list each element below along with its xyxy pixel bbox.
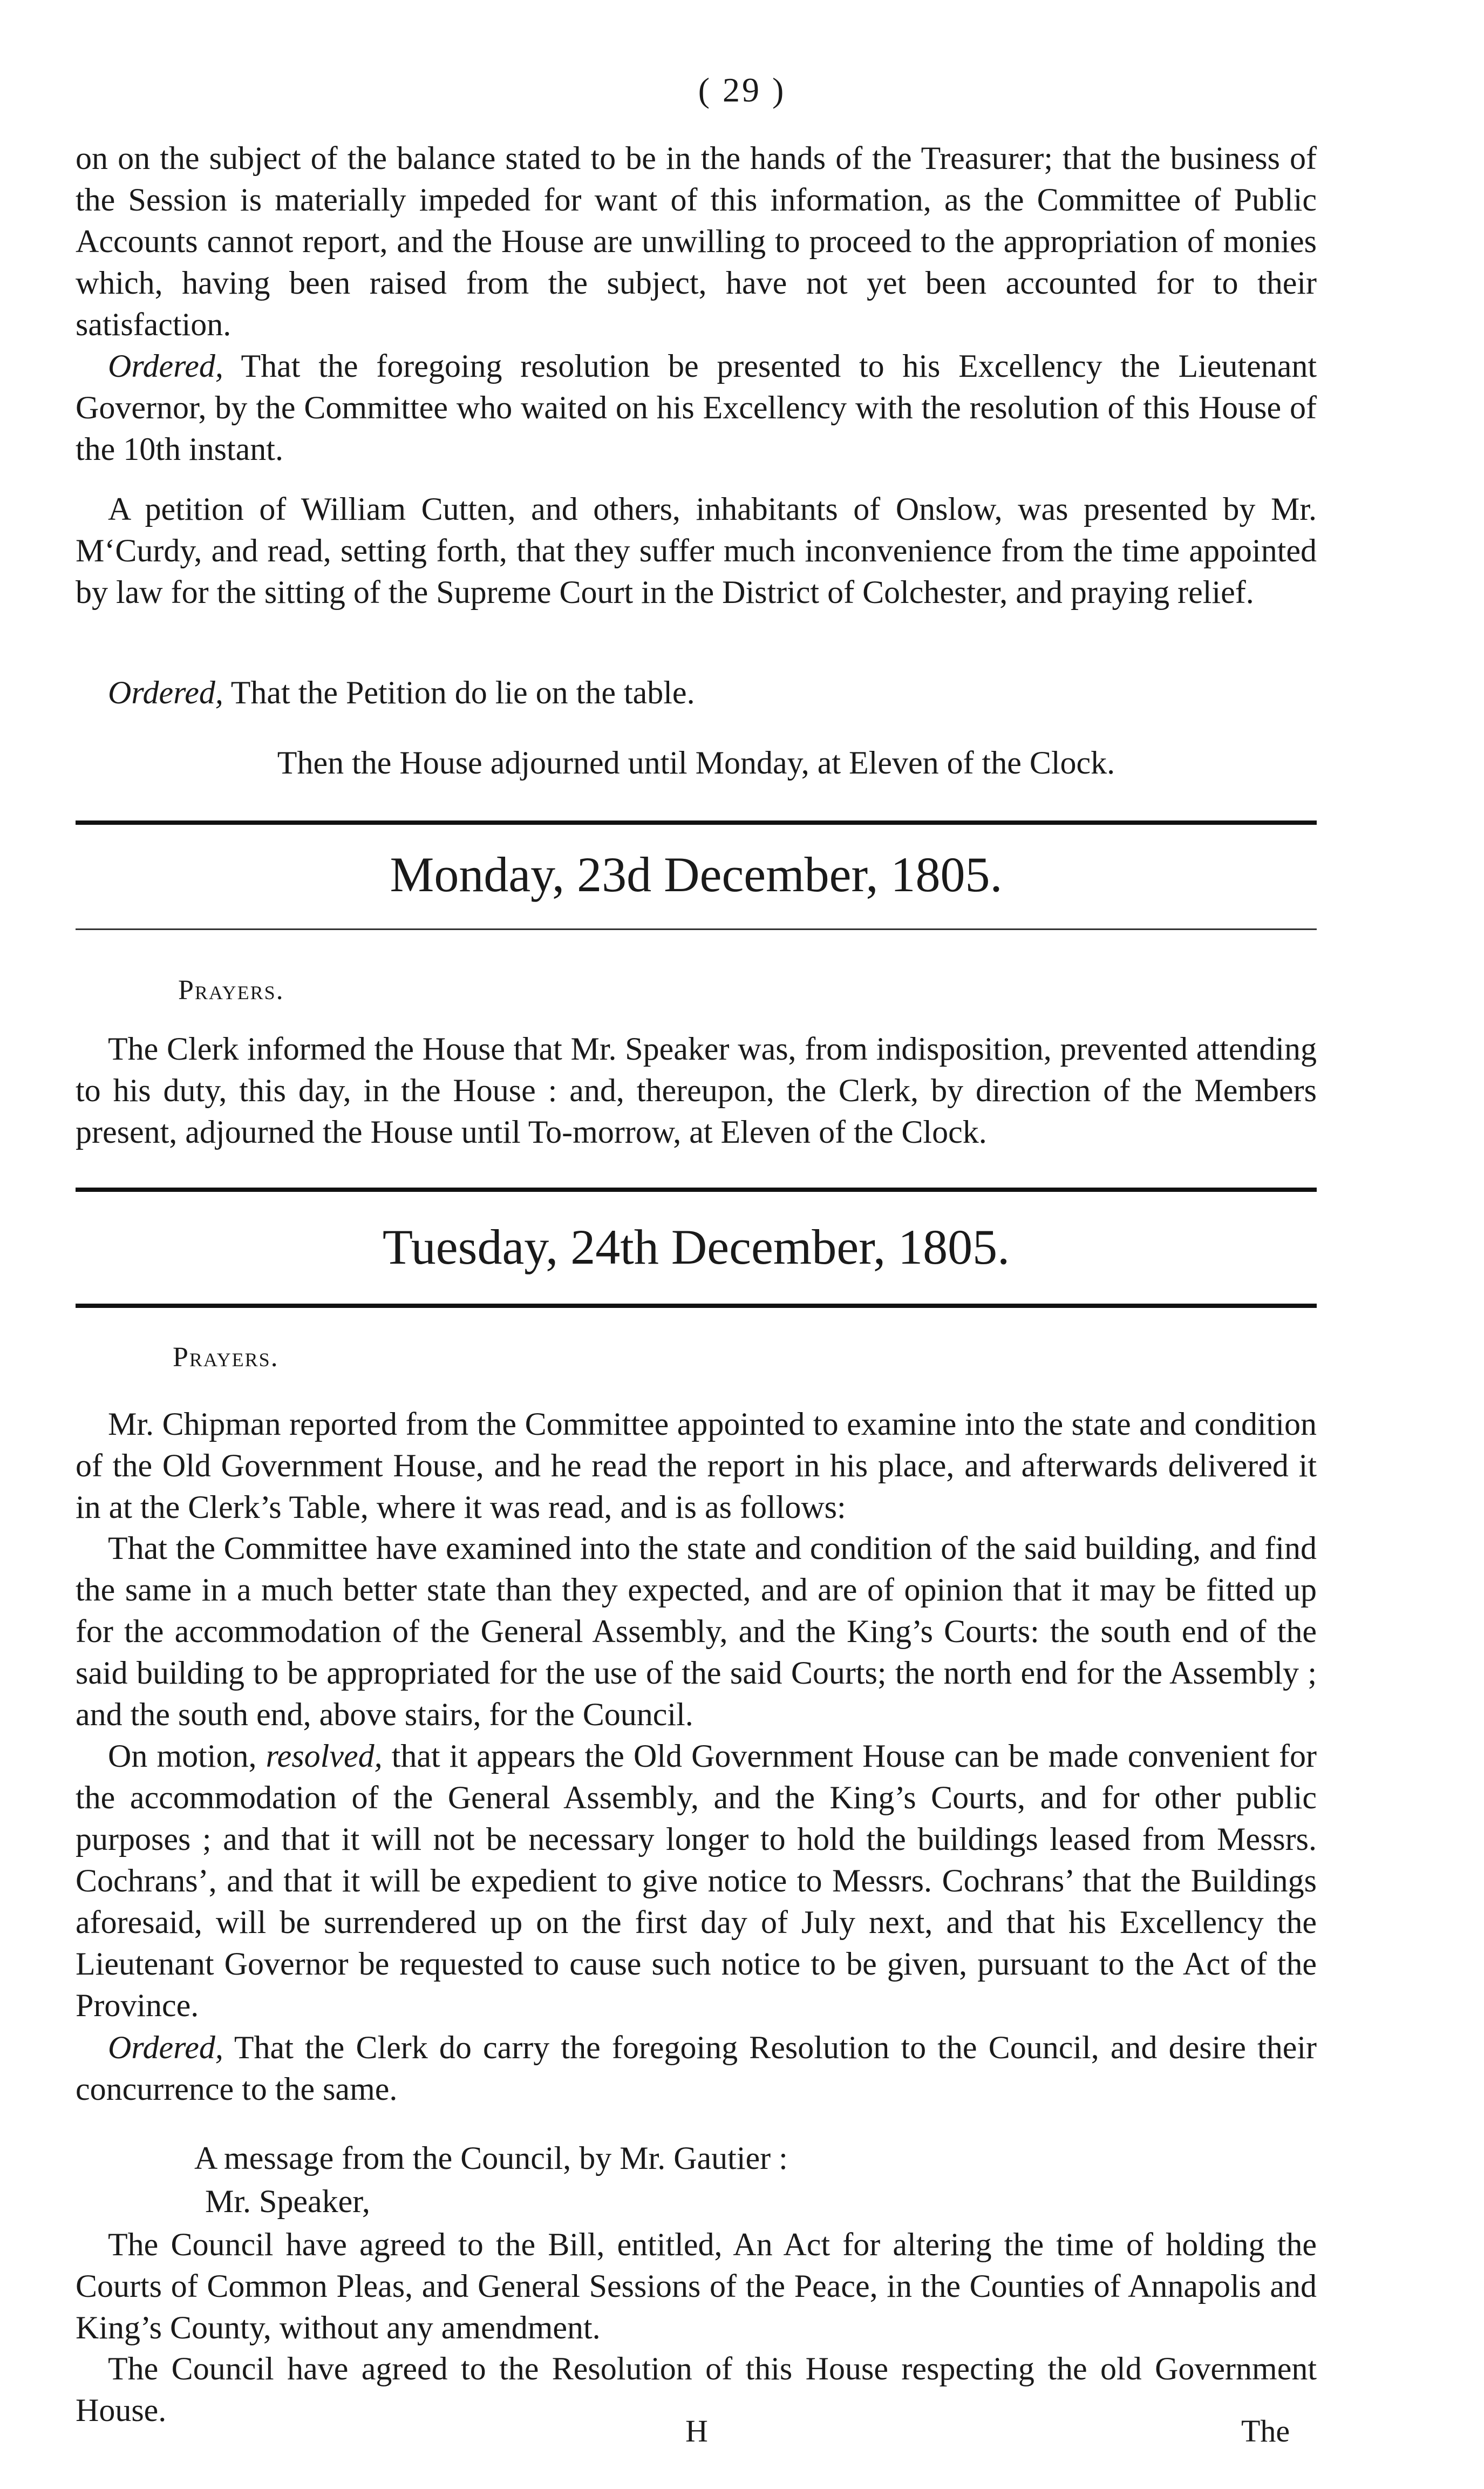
paragraph-ordered-clerk [76,2027,1317,2110]
catchword: The [1241,2413,1290,2449]
adjournment-line: Then the House adjourned until Monday, at Eleven of the Clock. [277,745,1115,781]
speaker-salutation: Mr. Speaker, [205,2183,370,2219]
motion-prefix: On motion, [108,1738,266,1774]
paragraph-treasurer: on on the subject of the balance stated to be in the hands of the Treasurer; that the business of the Session is materially impeded for want of this information, as the Committee of Public Accounts cannot report, and the House are unwilling to proceed to the appropriation of monies which, having been raised from the subject, have not yet been accounted for to their satisfaction. [76,140,1317,342]
paragraph-ordered-petition [76,672,1317,714]
paragraph-motion-resolved [76,1735,1317,2026]
paragraph-monday: The Clerk informed the House that Mr. Speaker was, from indisposition, prevented attending to his duty, this day, in the House : and, thereupon, the Clerk, by direction of the Members present, adjourned the House until To-morrow, at Eleven of the Clock. [76,1031,1317,1150]
prayers-label: Prayers. [178,975,284,1006]
paragraph-council-bill: The Council have agreed to the Bill, entitled, An Act for altering the time of holding the Courts of Common Pleas, and General Sessions of the Peace, in the Counties of Annapolis and King’s County, without any amendment. [76,2227,1317,2345]
motion-text: that it appears the Old Government House can be made convenient for the accommodation of the General Assembly, and the King’s Courts, and for other public purposes ; and that it will not be necessary longer to hold the buildings leased from Messrs. Cochrans’, and that it will be expedient to give notice to Messrs. Cochrans’ that the Buildings aforesaid, will be surrendered up on the first day of July next, and that his Excellency the Lieutenant Governor be requested to cause such notice to be given, pursuant to the Act of the Province. [76,1738,1317,2023]
resolved-label: resolved, [266,1738,383,1774]
ordered-label: Ordered, [108,675,223,710]
ordered-text: That the Clerk do carry the foregoing Resolution to the Council, and desire their concurrence to the same. [76,2030,1317,2107]
divider-rule [76,820,1317,825]
divider-rule [76,928,1317,930]
ordered-text: That the Petition do lie on the table. [223,675,695,710]
paragraph-council-resolution: The Council have agreed to the Resolution of this House respecting the old Government House. [76,2351,1317,2428]
ordered-text: That the foregoing resolution be presented to his Excellency the Lieutenant Governor, by the Committee who waited on his Excellency with the resolution of this House of the 10th instant. [76,348,1317,467]
divider-rule [76,1188,1317,1192]
paragraph-petition: A petition of William Cutten, and others, inhabitants of Onslow, was presented by Mr. M‘Curdy, and read, setting forth, that they suffer much inconvenience from the time appointed by law for the sitting of the Supreme Court in the District of Colchester, and praying relief. [76,491,1317,610]
signature-mark: H [685,2413,708,2449]
heading-monday: Monday, 23d December, 1805. [390,847,1003,902]
ordered-label: Ordered, [108,348,223,384]
paragraph-ordered-resolution [76,345,1317,470]
divider-rule [76,1304,1317,1308]
council-message-intro: A message from the Council, by Mr. Gautier : [194,2140,788,2176]
heading-tuesday: Tuesday, 24th December, 1805. [382,1219,1010,1274]
prayers-label: Prayers. [173,1342,279,1373]
page-number: ( 29 ) [698,71,786,109]
paragraph-committee-findings: That the Committee have examined into the state and condition of the said building, and find the same in a much better state than they expected, and are of opinion that it may be fitted up for the accommodation of the General Assembly, and the King’s Courts: the south end of the said building to be appropriated for the use of the said Courts; the north end for the Assembly ; and the south end, above stairs, for the Council. [76,1530,1317,1732]
ordered-label: Ordered, [108,2030,223,2065]
paragraph-chipman-report: Mr. Chipman reported from the Committee appointed to examine into the state and condition of the Old Government House, and he read the report in his place, and afterwards delivered it in at the Clerk’s Table, where it was read, and is as follows: [76,1406,1317,1525]
